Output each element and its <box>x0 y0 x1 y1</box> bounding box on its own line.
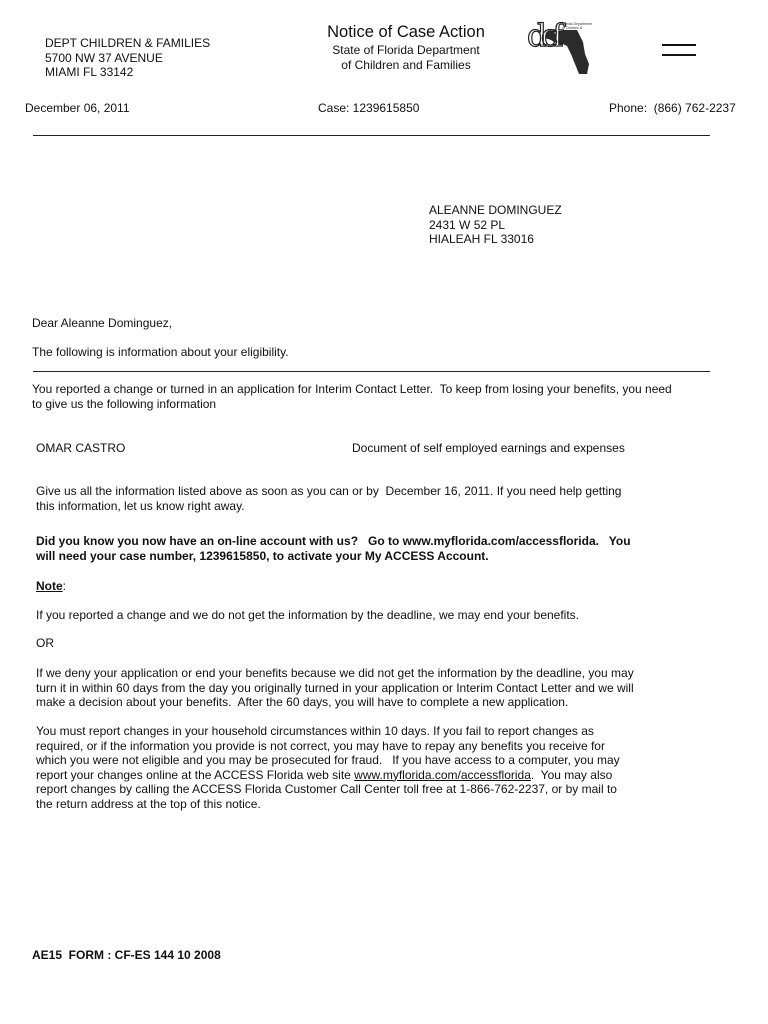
reported-paragraph <box>32 382 672 411</box>
request-document: Document of self employed earnings and expenses <box>352 441 625 455</box>
dcf-logo <box>527 20 593 78</box>
salutation: Dear Aleanne Dominguez, <box>32 316 173 330</box>
deadline-line: Give us all the information listed above as soon as you can or by December 16, 2011. If you need help getting <box>36 484 622 498</box>
report-line <box>36 768 620 783</box>
notice-date: December 06, 2011 <box>25 101 130 115</box>
access-florida-link[interactable]: www.myflorida.com/accessflorida <box>354 767 531 782</box>
deny-line: make a decision about your benefits. After the 60 days, you will have to complete a new application. <box>36 695 569 709</box>
reported-line: to give us the following information <box>32 396 217 411</box>
report-line: required, or if the information you provide is not correct, you may have to repay any benefits you receive for <box>36 738 605 753</box>
recipient-line: 2431 W 52 PL <box>429 217 506 232</box>
header-divider <box>33 135 710 136</box>
online-line: Did you know you now have an on-line account with us? Go to www.myflorida.com/accessflorida. You <box>36 534 631 548</box>
sender-line: 5700 NW 37 AVENUE <box>45 50 163 65</box>
online-line: will need your case number, 1239615850, to activate your My ACCESS Account. <box>36 548 489 563</box>
deadline-warning: If you reported a change and we do not get the information by the deadline, we may end your benefits. <box>36 608 580 622</box>
deadline-paragraph <box>36 484 621 513</box>
report-line: You must report changes in your household circumstances within 10 days. If you fail to report changes as <box>36 724 594 738</box>
body-divider <box>33 371 710 372</box>
notice-subtitle: State of Florida Department <box>332 43 480 57</box>
notice-title: Notice of Case Action <box>327 23 485 41</box>
report-line: the return address at the top of this notice. <box>36 796 261 811</box>
report-text: report your changes online at the ACCESS Florida web site <box>36 767 355 782</box>
intro-text: The following is information about your eligibility. <box>32 345 289 359</box>
recipient-address <box>429 203 562 247</box>
deny-line: If we deny your application or end your benefits because we did not get the information by the deadline, you may <box>36 666 634 680</box>
form-identifier: AE15 FORM : CF-ES 144 10 2008 <box>32 948 221 962</box>
or-separator: OR <box>36 636 54 650</box>
note-label: Note <box>36 579 63 593</box>
online-account-paragraph <box>36 534 631 563</box>
recipient-line: ALEANNE DOMINGUEZ <box>429 203 562 217</box>
report-text: . You may also <box>530 767 613 782</box>
sender-address <box>45 36 210 80</box>
notice-title-block <box>300 22 512 72</box>
report-changes-paragraph <box>36 724 620 811</box>
phone-number: Phone: (866) 762-2237 <box>609 101 736 115</box>
recipient-line: HIALEAH FL 33016 <box>429 232 534 246</box>
deny-paragraph <box>36 666 634 710</box>
note-colon: : <box>62 579 67 593</box>
menu-icon <box>662 44 696 64</box>
note-heading <box>36 579 66 594</box>
report-line: report changes by calling the ACCESS Florida Customer Call Center toll free at 1-866-762-2237, or by mail to <box>36 782 617 796</box>
deny-line: turn it in within 60 days from the day you originally turned in your application or Interim Contact Letter and we will <box>36 680 634 695</box>
deadline-line: this information, let us know right away. <box>36 498 245 513</box>
notice-subtitle: of Children and Families <box>341 57 471 72</box>
sender-line: DEPT CHILDREN & FAMILIES <box>45 36 211 50</box>
reported-line: You reported a change or turned in an application for Interim Contact Letter. To keep from losing your benefits, you need <box>32 382 672 396</box>
case-number: Case: 1239615850 <box>318 101 420 115</box>
logo-letters: dcf <box>527 18 558 54</box>
report-line: which you were not eligible and you may be prosecuted for fraud. If you have access to a computer, you may <box>36 753 620 767</box>
request-person: OMAR CASTRO <box>36 441 126 455</box>
sender-line: MIAMI FL 33142 <box>45 65 134 79</box>
logo-caption: Florida Department of Children & Families <box>562 22 592 34</box>
